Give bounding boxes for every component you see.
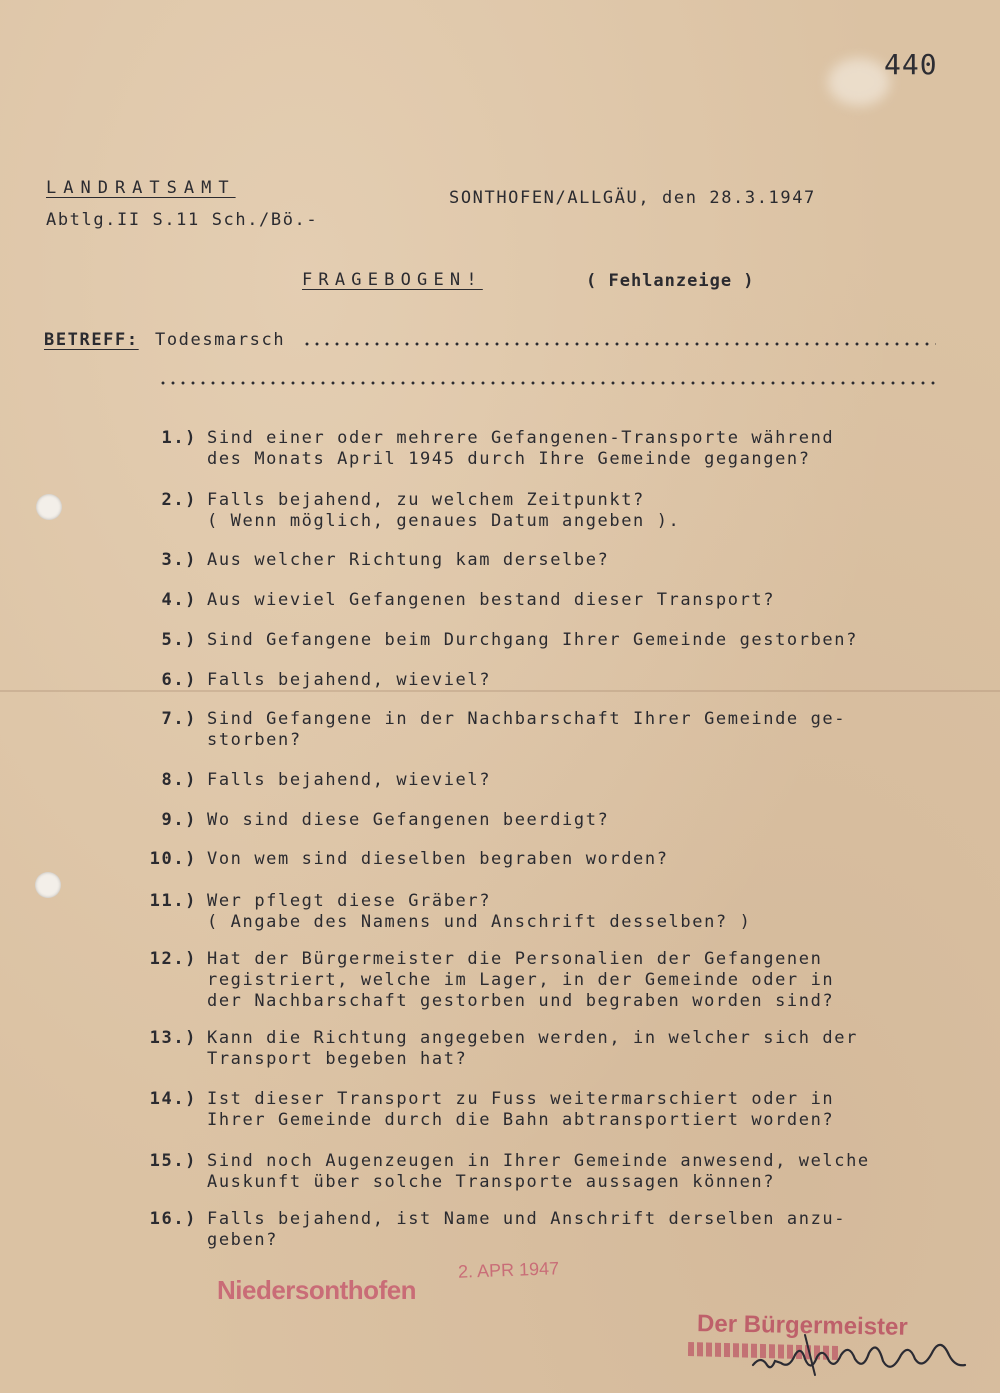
municipality-stamp: Niedersonthofen — [217, 1275, 417, 1305]
question-text-line: Wo sind diese Gefangenen beerdigt? — [207, 810, 610, 830]
question-number: 8.) — [161, 770, 197, 790]
question-number: 1.) — [161, 428, 197, 448]
question-text-line: ( Wenn möglich, genaues Datum angeben ). — [207, 511, 681, 531]
question-text-line: Hat der Bürgermeister die Personalien der Gefangenen — [207, 949, 823, 969]
place-date: SONTHOFEN/ALLGÄU, den 28.3.1947 — [449, 188, 816, 208]
question-number: 11.) — [149, 891, 197, 911]
reference-line: Abtlg.II S.11 Sch./Bö.- — [46, 210, 319, 230]
question-text-line: Von wem sind dieselben begraben worden? — [207, 849, 669, 869]
question-number: 13.) — [149, 1028, 197, 1048]
question-text-line: Falls bejahend, ist Name und Anschrift derselben anzu- — [207, 1209, 847, 1229]
question-text-line: registriert, welche im Lager, in der Gemeinde oder in — [207, 970, 835, 990]
form-title-note: ( Fehlanzeige ) — [586, 271, 755, 291]
question-number: 5.) — [161, 630, 197, 650]
date-stamp: 2. APR 1947 — [457, 1258, 560, 1282]
question-number: 3.) — [161, 550, 197, 570]
paper-smudge — [828, 58, 890, 106]
question-text-line: Transport begeben hat? — [207, 1049, 468, 1069]
question-text-line: Sind Gefangene beim Durchgang Ihrer Gemeinde gestorben? — [207, 630, 858, 650]
question-text-line: ( Angabe des Namens und Anschrift desselben? ) — [207, 912, 752, 932]
question-text-line: Falls bejahend, zu welchem Zeitpunkt? — [207, 490, 645, 510]
office-name: LANDRATSAMT — [46, 178, 236, 198]
question-text-line: Auskunft über solche Transporte aussagen können? — [207, 1172, 776, 1192]
question-number: 10.) — [149, 849, 197, 869]
question-number: 14.) — [149, 1089, 197, 1109]
question-text-line: Aus welcher Richtung kam derselbe? — [207, 550, 610, 570]
question-text-line: Falls bejahend, wieviel? — [207, 770, 492, 790]
question-number: 4.) — [161, 590, 197, 610]
dotted-line-2 — [158, 381, 936, 385]
question-text-line: des Monats April 1945 durch Ihre Gemeinde gegangen? — [207, 449, 811, 469]
question-text-line: der Nachbarschaft gestorben und begraben worden sind? — [207, 991, 835, 1011]
question-number: 12.) — [149, 949, 197, 969]
question-number: 7.) — [161, 709, 197, 729]
question-text-line: geben? — [207, 1230, 279, 1250]
page-number: 440 — [884, 48, 938, 81]
subject-label: BETREFF: — [44, 330, 139, 350]
signature-mark — [745, 1325, 975, 1385]
question-text-line: Sind Gefangene in der Nachbarschaft Ihrer Gemeinde ge- — [207, 709, 847, 729]
punch-hole-top — [36, 494, 62, 520]
dotted-line-1 — [302, 342, 936, 346]
question-text-line: Kann die Richtung angegeben werden, in welcher sich der — [207, 1028, 858, 1048]
form-title: FRAGEBOGEN! — [302, 270, 483, 290]
question-text-line: Falls bejahend, wieviel? — [207, 670, 492, 690]
punch-hole-bottom — [35, 872, 61, 898]
question-number: 2.) — [161, 490, 197, 510]
question-text-line: Sind noch Augenzeugen in Ihrer Gemeinde anwesend, welche — [207, 1151, 870, 1171]
question-number: 6.) — [161, 670, 197, 690]
question-number: 15.) — [149, 1151, 197, 1171]
mayor-stamp: Der Bürgermeister — [696, 1310, 908, 1341]
question-text-line: Wer pflegt diese Gräber? — [207, 891, 492, 911]
question-number: 9.) — [161, 810, 197, 830]
question-text-line: Ihrer Gemeinde durch die Bahn abtransportiert worden? — [207, 1110, 835, 1130]
subject-value: Todesmarsch — [155, 330, 286, 350]
question-number: 16.) — [149, 1209, 197, 1229]
question-text-line: storben? — [207, 730, 302, 750]
question-text-line: Aus wieviel Gefangenen bestand dieser Transport? — [207, 590, 776, 610]
question-text-line: Ist dieser Transport zu Fuss weitermarschiert oder in — [207, 1089, 835, 1109]
question-text-line: Sind einer oder mehrere Gefangenen-Transporte während — [207, 428, 835, 448]
